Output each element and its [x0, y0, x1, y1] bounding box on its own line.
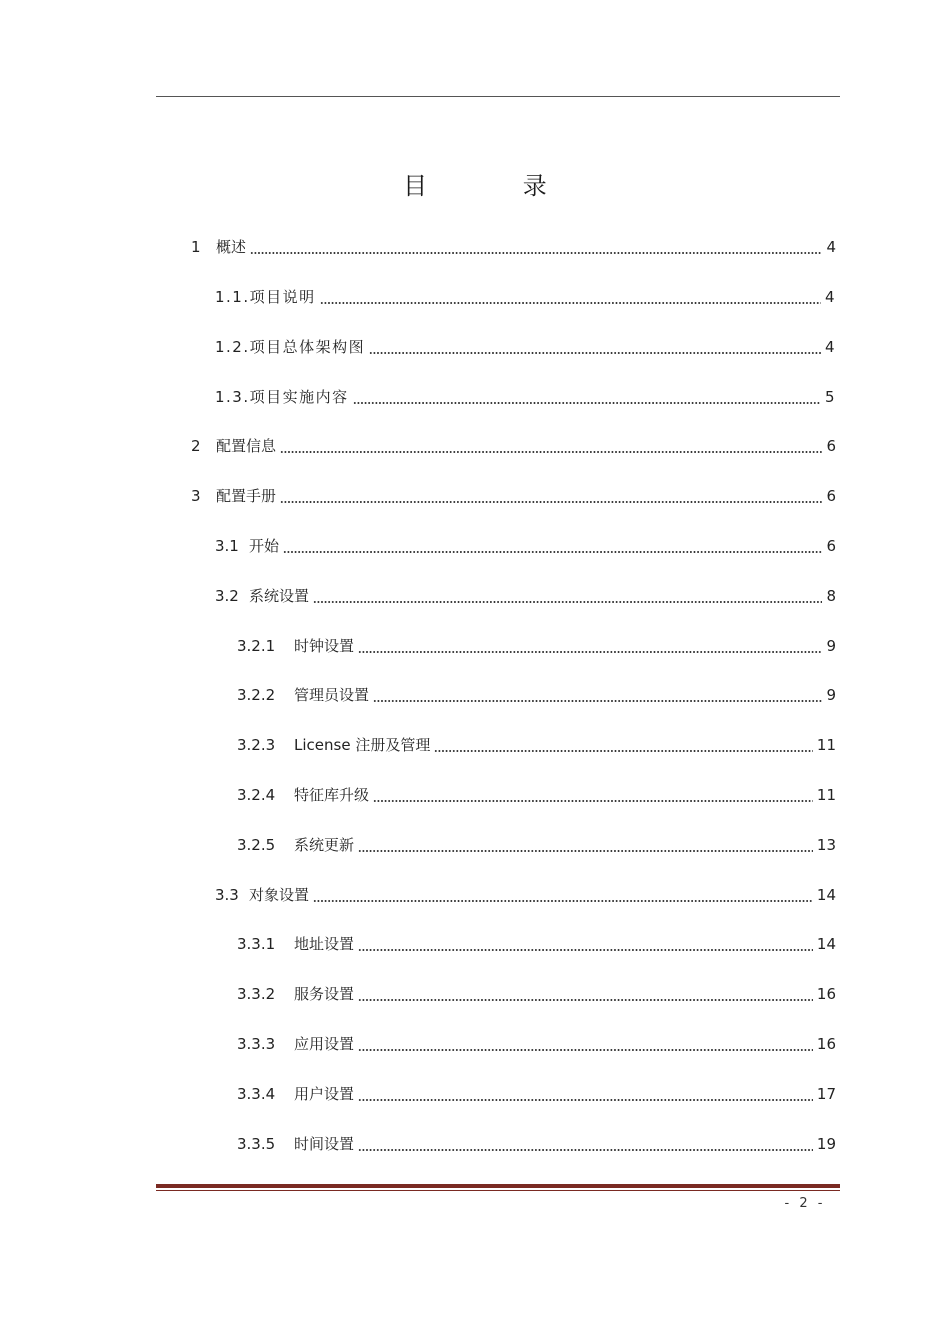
toc-entry-page: 11: [816, 786, 836, 804]
toc-entry-title: 开始: [249, 537, 280, 555]
toc-entry-title: 1.3.项目实施内容: [215, 388, 349, 406]
toc-leader-dots: [373, 784, 813, 806]
toc-entry-title: 特征库升级: [294, 786, 370, 804]
toc-entry-number: 3.3.5: [237, 1135, 276, 1153]
toc-entry-page: 14: [816, 935, 836, 953]
toc-leader-dots: [280, 435, 822, 457]
header-rule: [156, 96, 840, 97]
toc-entry-number: 3.2: [215, 587, 239, 605]
toc-leader-dots: [358, 834, 813, 856]
toc-entry-number: 3.3.4: [237, 1085, 276, 1103]
toc-entry-1-1[interactable]: [215, 286, 836, 308]
toc-entry-title: 用户设置: [294, 1085, 355, 1103]
toc-title: 目 录: [403, 172, 591, 200]
toc-entry-3-3[interactable]: [215, 884, 836, 906]
toc-entry-3-3-4[interactable]: [237, 1083, 836, 1105]
toc-entry-number: 3.3.2: [237, 985, 276, 1003]
toc-entry-title: 配置手册: [216, 487, 277, 505]
toc-entry-1-3[interactable]: [215, 386, 836, 408]
toc-entry-3-2-1[interactable]: [237, 635, 836, 657]
toc-entry-3-2[interactable]: [215, 585, 836, 607]
toc-entry-number: 3.3.3: [237, 1035, 276, 1053]
footer-rule-thin: [156, 1190, 840, 1191]
toc-entry-3-3-3[interactable]: [237, 1033, 836, 1055]
toc-entry-3-3-1[interactable]: [237, 933, 836, 955]
toc-entry-2[interactable]: [191, 435, 836, 457]
toc-entry-number: 3.2.3: [237, 736, 276, 754]
toc-entry-number: 3.2.1: [237, 637, 276, 655]
toc-entry-3-2-2[interactable]: [237, 684, 836, 706]
toc-leader-dots: [358, 933, 813, 955]
toc-entry-title: 1.2.项目总体架构图: [215, 338, 366, 356]
toc-entry-title: 1.1.项目说明: [215, 288, 316, 306]
toc-leader-dots: [313, 585, 822, 607]
toc-entry-title: 地址设置: [294, 935, 355, 953]
toc-entry-page: 13: [816, 836, 836, 854]
toc-entry-page: 17: [816, 1085, 836, 1103]
toc-entry-page: 14: [816, 886, 836, 904]
toc-entry-page: 4: [826, 238, 836, 256]
toc-entry-page: 16: [816, 985, 836, 1003]
toc-leader-dots: [373, 684, 822, 706]
toc-entry-title: 管理员设置: [294, 686, 370, 704]
toc-entry-3-1[interactable]: [215, 535, 836, 557]
toc-entry-number: 3.2.4: [237, 786, 276, 804]
toc-entry-3-3-2[interactable]: [237, 983, 836, 1005]
toc-entry-number: 3.2.2: [237, 686, 276, 704]
toc-entry-page: 19: [816, 1135, 836, 1153]
toc-entry-1-2[interactable]: [215, 336, 836, 358]
toc-leader-dots: [358, 1133, 813, 1155]
toc-entry-number: 1: [191, 238, 201, 256]
toc-entry-title: 时钟设置: [294, 637, 355, 655]
toc-entry-page: 5: [824, 388, 836, 406]
toc-entry-number: 3.2.5: [237, 836, 276, 854]
toc-leader-dots: [369, 336, 821, 358]
toc-leader-dots: [320, 286, 821, 308]
page-number: - 2 -: [784, 1196, 826, 1211]
toc-entry-title: 服务设置: [294, 985, 355, 1003]
toc-entry-page: 8: [826, 587, 836, 605]
toc-entry-3-2-3[interactable]: [237, 734, 836, 756]
toc-entry-page: 4: [824, 288, 836, 306]
toc-entry-number: 3.3.1: [237, 935, 276, 953]
toc-leader-dots: [434, 734, 813, 756]
toc-entry-title: 应用设置: [294, 1035, 355, 1053]
toc-entry-page: 6: [826, 537, 836, 555]
toc-entry-title: 概述: [216, 238, 247, 256]
toc-entry-page: 16: [816, 1035, 836, 1053]
toc-entry-title: 时间设置: [294, 1135, 355, 1153]
toc-entry-number: 3: [191, 487, 201, 505]
toc-entry-title: 系统更新: [294, 836, 355, 854]
toc-entry-page: 9: [826, 686, 836, 704]
toc-entry-3-3-5[interactable]: [237, 1133, 836, 1155]
toc-leader-dots: [353, 386, 821, 408]
toc-leader-dots: [358, 1033, 813, 1055]
toc-entry-3-2-4[interactable]: [237, 784, 836, 806]
toc-entry-page: 6: [826, 437, 836, 455]
footer-rule-thick: [156, 1184, 840, 1188]
toc-entry-title: License 注册及管理: [294, 736, 431, 754]
toc-entry-title: 系统设置: [249, 587, 310, 605]
toc-entry-3-2-5[interactable]: [237, 834, 836, 856]
toc-leader-dots: [250, 236, 822, 258]
toc-entry-number: 2: [191, 437, 201, 455]
toc-leader-dots: [358, 1083, 813, 1105]
toc-entry-3[interactable]: [191, 485, 836, 507]
toc-entry-page: 6: [826, 487, 836, 505]
toc-entry-number: 3.3: [215, 886, 239, 904]
toc-entry-page: 4: [824, 338, 836, 356]
toc-entry-page: 9: [826, 637, 836, 655]
toc-entry-1[interactable]: [191, 236, 836, 258]
toc-leader-dots: [280, 485, 822, 507]
toc-leader-dots: [358, 635, 822, 657]
toc-entry-number: 3.1: [215, 537, 239, 555]
toc-leader-dots: [358, 983, 813, 1005]
toc-entry-title: 对象设置: [249, 886, 310, 904]
toc-entry-page: 11: [816, 736, 836, 754]
toc-leader-dots: [313, 884, 813, 906]
toc-leader-dots: [283, 535, 822, 557]
toc-entry-title: 配置信息: [216, 437, 277, 455]
